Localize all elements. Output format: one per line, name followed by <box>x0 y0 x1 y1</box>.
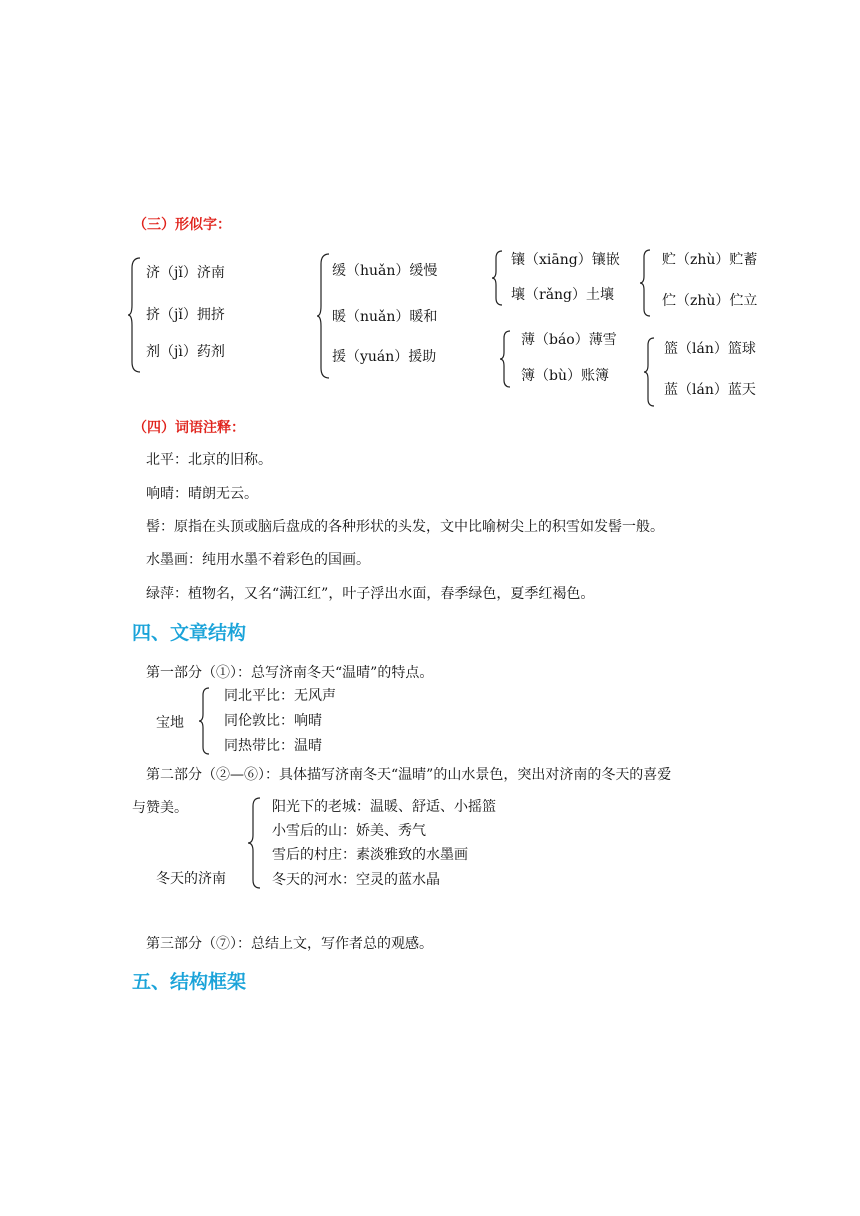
brace-baodi <box>199 688 213 754</box>
structure-part3: 第三部分（⑦）：总结上文，写作者总的观感。 <box>146 936 433 952</box>
group1-item: 挤（jǐ）拥挤 <box>146 307 225 323</box>
baodi-item: 同热带比：温晴 <box>224 738 322 754</box>
section3-title: （三）形似字： <box>133 217 231 233</box>
group1-item: 济（jǐ）济南 <box>146 265 225 281</box>
group3-item: 壤（rǎng）土壤 <box>511 287 615 303</box>
structure-part1: 第一部分（①）：总写济南冬天“温晴”的特点。 <box>146 665 434 681</box>
annotation-item: 响晴：晴朗无云。 <box>146 486 258 502</box>
group6-item: 篮（lán）篮球 <box>664 341 756 357</box>
group1-item: 剂（jì）药剂 <box>146 344 225 360</box>
group4-item: 贮（zhù）贮蓄 <box>662 252 758 268</box>
structure-part2-line1: 第二部分（②—⑥）：具体描写济南冬天“温晴”的山水景色，突出对济南的冬天的喜爱 <box>146 767 672 783</box>
baodi-item: 同北平比：无风声 <box>224 688 336 704</box>
brace-group4 <box>640 250 654 316</box>
group6-item: 蓝（lán）蓝天 <box>664 382 756 398</box>
group3-item: 镶（xiāng）镶嵌 <box>511 252 620 268</box>
heading-structure-framework: 五、结构框架 <box>132 971 247 993</box>
annotation-item: 水墨画：纯用水墨不着彩色的国画。 <box>146 552 370 568</box>
group5-item: 薄（báo）薄雪 <box>521 332 617 348</box>
winter-item: 雪后的村庄：素淡雅致的水墨画 <box>272 847 468 863</box>
group5-item: 簿（bù）账簿 <box>521 368 609 384</box>
heading-article-structure: 四、文章结构 <box>132 622 247 644</box>
group2-item: 暖（nuǎn）暖和 <box>332 309 438 325</box>
brace-group2 <box>317 254 333 378</box>
winter-label: 冬天的济南 <box>156 871 226 887</box>
brace-group6 <box>644 338 658 406</box>
winter-item: 阳光下的老城：温暖、舒适、小摇篮 <box>272 799 496 815</box>
annotation-item: 北平：北京的旧称。 <box>146 452 272 468</box>
brace-group5 <box>500 331 514 387</box>
group2-item: 缓（huǎn）缓慢 <box>332 263 438 279</box>
baodi-item: 同伦敦比：响晴 <box>224 713 322 729</box>
annotation-item: 髻：原指在头顶或脑后盘成的各种形状的头发，文中比喻树尖上的积雪如发髻一般。 <box>146 519 664 535</box>
brace-group3 <box>492 251 506 305</box>
winter-item: 小雪后的山：娇美、秀气 <box>272 823 426 839</box>
group4-item: 伫（zhù）伫立 <box>662 293 758 309</box>
annotation-item: 绿萍：植物名，又名“满江红”，叶子浮出水面，春季绿色，夏季红褐色。 <box>146 586 595 602</box>
baodi-label: 宝地 <box>156 715 184 731</box>
group2-item: 援（yuán）援助 <box>332 349 437 365</box>
brace-winter <box>248 798 264 888</box>
winter-item: 冬天的河水：空灵的蓝水晶 <box>272 872 440 888</box>
structure-part2-line2: 与赞美。 <box>132 800 188 816</box>
section4-title: （四）词语注释： <box>133 420 245 436</box>
brace-group1 <box>128 258 144 372</box>
